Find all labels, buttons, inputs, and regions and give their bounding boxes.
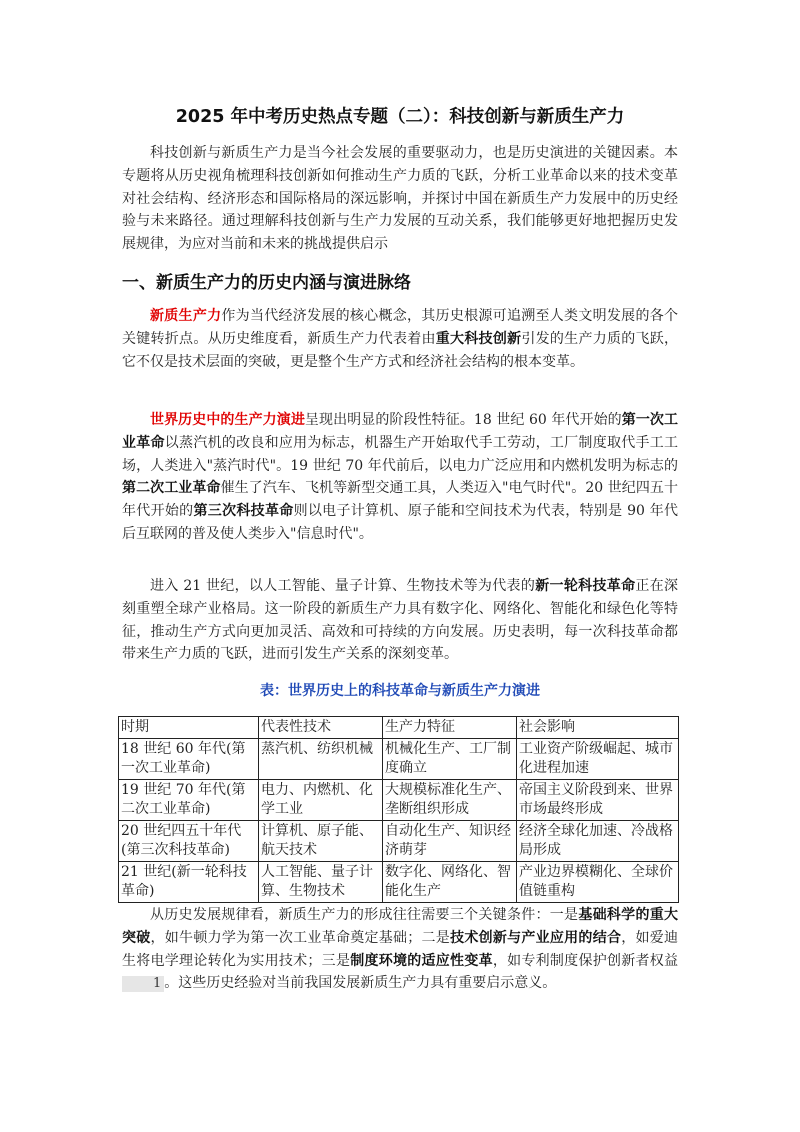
table-caption: 表：世界历史上的科技革命与新质生产力演进 [260,683,540,699]
text-run: 进入 21 世纪，以人工智能、量子计算、生物技术等为代表的 [150,578,536,594]
text-run: ，如爱迪生将电学理论转化为实用技术；三是 [122,929,679,969]
text-run: 催生了汽车、飞机等新型交通工具，人类迈入"电气时代"。20 世纪四五十年代开始的 [122,480,678,520]
table-cell: 经济全球化加速、冷战格局形成 [517,821,679,862]
text-run: ，如专利制度保护创新者权益 [492,952,679,969]
table-cell: 帝国主义阶段到来、世界市场最终形成 [517,780,679,821]
table-header-cell: 社会影响 [517,717,679,739]
section-heading: 一、新质生产力的历史内涵与演进脉络 [122,273,411,293]
table-header-cell: 生产力特征 [383,717,517,739]
table-cell: 大规模标准化生产、垄断组织形成 [383,780,517,821]
footnote-reference[interactable]: 1 [122,976,164,992]
table-row [119,780,679,821]
table-header-row [119,717,679,739]
table-cell: 工业资产阶级崛起、城市化进程加速 [517,739,679,780]
text-run: ，如牛顿力学为第一次工业革命奠定基础；二是 [150,929,451,946]
table-cell: 21 世纪(新一轮科技革命) [119,862,259,903]
table-cell: 计算机、原子能、航天技术 [259,821,383,862]
bold-term: 第二次工业革命 [122,480,221,497]
bold-term: 新一轮科技革命 [535,578,636,594]
paragraph-history-evolution [122,409,678,546]
text-run: 从历史发展规律看，新质生产力的形成往往需要三个关键条件：一是 [150,907,579,923]
table-row [119,862,679,903]
table-cell: 机械化生产、工厂制度确立 [383,739,517,780]
table-cell: 自动化生产、知识经济萌芽 [383,821,517,862]
page-title: 2025 年中考历史热点专题（二）：科技创新与新质生产力 [175,107,625,127]
text-run: 呈现出明显的阶段性特征。18 世纪 60 年代开始的 [304,412,622,428]
table-cell: 20 世纪四五十年代(第三次科技革命) [119,821,259,862]
text-run: 正在深刻重塑全球产业格局。这一阶段的新质生产力具有数字化、网络化、智能化和绿色化等特征，推动生产方式向更加灵活、高效和可持续的方向发展。历史表明，每一次科技革命都带来生产力质的飞跃，进而引发生产关系的深刻变革。 [122,578,679,663]
table-cell: 产业边界模糊化、全球价值链重构 [517,862,679,903]
table-cell: 数字化、网络化、智能化生产 [383,862,517,903]
table-cell: 电力、内燃机、化学工业 [259,780,383,821]
bold-term: 第三次科技革命 [193,503,294,520]
text-run: 引发的生产力质的飞跃，它不仅是技术层面的突破，更是整个生产方式和经济社会结构的根本变革。 [122,330,679,370]
table-cell: 人工智能、量子计算、生物技术 [259,862,383,903]
table-cell: 18 世纪 60 年代(第一次工业革命) [119,739,259,780]
highlight-term: 世界历史中的生产力演进 [150,412,305,428]
text-run: 。这些历史经验对当前我国发展新质生产力具有重要启示意义。 [164,975,557,992]
bold-term: 制度环境的适应性变革 [350,952,493,969]
paragraph-new-productivity [122,305,678,373]
intro-paragraph: 科技创新与新质生产力是当今社会发展的重要驱动力，也是历史演进的关键因素。本专题将从历史视角梳理科技创新如何推动生产力质的飞跃，分析工业革命以来的技术变革对社会结构、经济形态和国际格局的深远影响，并探讨中国在新质生产力发展中的历史经验与未来路径。通过理解科技创新与生产力发展的互动关系，我们能够更好地把握历史发展规律，为应对当前和未来的挑战提供启示 [122,145,678,253]
bold-term: 重大科技创新 [435,330,522,347]
bold-term: 技术创新与产业应用的结合 [450,929,622,946]
text-run: 以蒸汽机的改良和应用为标志，机器生产开始取代手工劳动，工厂制度取代手工工场，人类进入"蒸汽时代"。19 世纪 70 年代前后，以电力广泛应用和内燃机发明为标志的 [122,434,679,474]
table-cell: 蒸汽机、纺织机械 [259,739,383,780]
highlight-term: 新质生产力 [150,308,222,324]
bold-term: 基础科学的重大突破 [122,907,679,946]
paragraph-21st-century [122,575,678,666]
bold-term: 第一次工业革命 [122,412,679,451]
revolution-table [118,716,679,903]
table-header-cell: 代表性技术 [259,717,383,739]
text-run: 作为当代经济发展的核心概念，其历史根源可追溯至人类文明发展的各个关键转折点。从历史维度看，新质生产力代表着由 [122,308,678,347]
table-row [119,739,679,780]
text-run: 则以电子计算机、原子能和空间技术为代表，特别是 90 年代后互联网的普及使人类步入"信息时代"。 [122,503,678,542]
table-header-cell: 时期 [119,717,259,739]
table-cell: 19 世纪 70 年代(第二次工业革命) [119,780,259,821]
table-row [119,821,679,862]
paragraph-key-conditions [122,904,678,995]
